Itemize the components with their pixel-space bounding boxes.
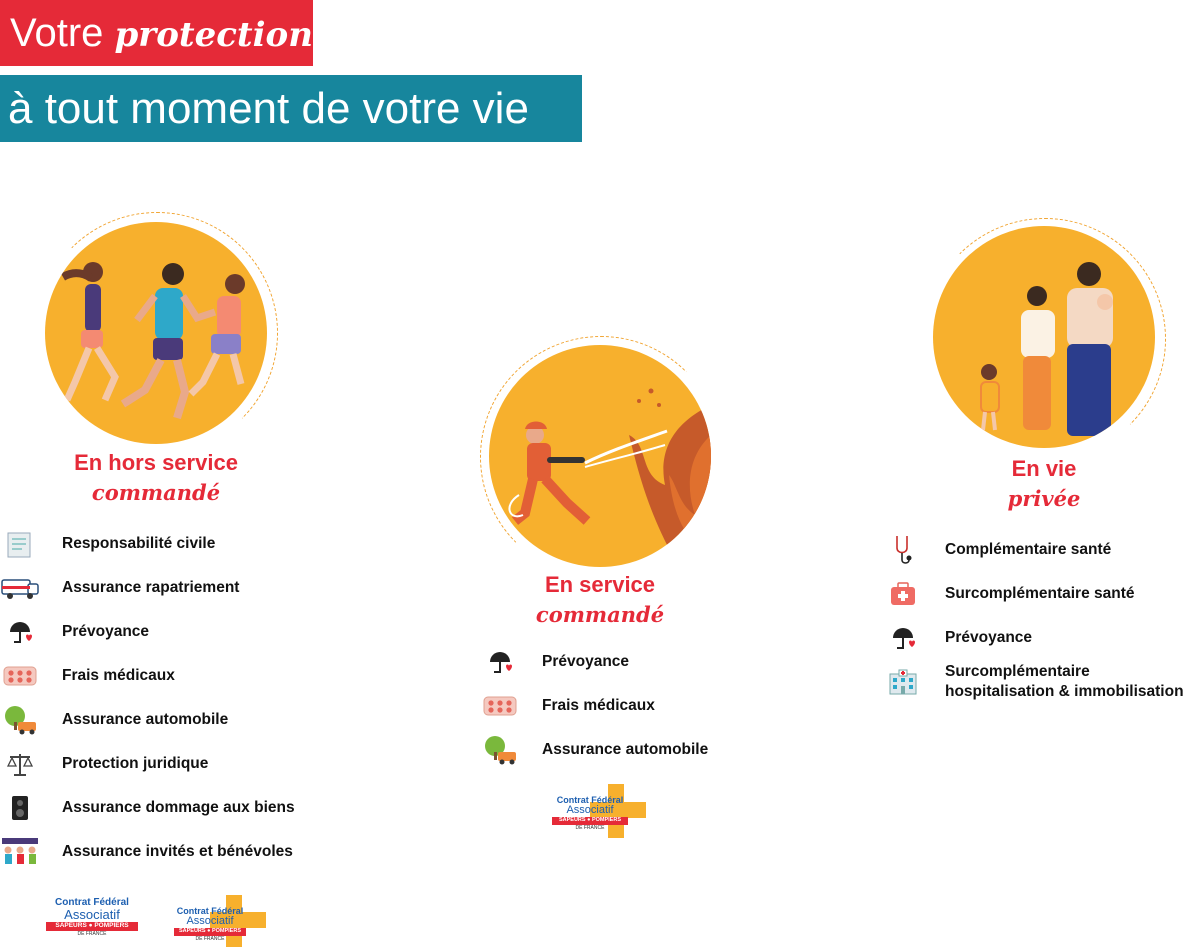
item-label: [945, 662, 1184, 702]
logo-line1: Contrat Fédéral: [556, 795, 624, 805]
list-item: [883, 660, 1184, 704]
first-aid-kit-icon: [883, 578, 923, 610]
item-label: Assurance rapatriement: [62, 579, 240, 596]
section-title-vie-privee: En vie: [1011, 456, 1077, 481]
logo-line4: DE FRANCE: [575, 824, 605, 831]
title-part1: Votre: [10, 11, 115, 55]
item-label-line2: hospitalisation & immobilisation: [945, 683, 1184, 700]
car-tree-icon: [0, 704, 40, 736]
list-item: [0, 830, 295, 874]
logo-contrat-federal: [46, 898, 138, 937]
umbrella-heart-icon: [480, 646, 520, 678]
section-title-en-service: En service: [544, 572, 656, 597]
logo-line1: Contrat Fédéral: [176, 906, 244, 916]
crowd-icon: [0, 836, 40, 868]
ambulance-icon: [0, 572, 40, 604]
item-label: Assurance dommage aux biens: [62, 799, 295, 816]
umbrella-heart-icon: [0, 616, 40, 648]
item-label: Frais médicaux: [62, 667, 175, 684]
list-item: [0, 742, 295, 786]
section-subtitle-hors-service: commandé: [91, 480, 221, 505]
pills-icon: [0, 660, 40, 692]
list-item: [883, 528, 1184, 572]
list-item: [0, 610, 295, 654]
title-emphasis: protection: [114, 15, 313, 55]
section-subtitle-vie-privee: privée: [1007, 486, 1081, 511]
logo-line2: Associatif: [566, 804, 614, 816]
list-item: [883, 572, 1184, 616]
logo-line3: SAPEURS ● POMPIERS: [552, 817, 628, 825]
logo-line4: DE FRANCE: [77, 930, 107, 937]
stethoscope-icon: [883, 534, 923, 566]
hors-service-list: [0, 522, 295, 874]
list-item: [0, 654, 295, 698]
umbrella-heart-icon: [883, 622, 923, 654]
item-label-line1: Surcomplémentaire: [945, 663, 1090, 680]
vie-privee-list: [883, 528, 1184, 704]
title-banner: [0, 0, 313, 66]
logo-line4: DE FRANCE: [195, 935, 225, 942]
runners-illustration: [45, 222, 267, 444]
document-icon: [0, 528, 40, 560]
item-label: Responsabilité civile: [62, 535, 216, 552]
scales-icon: [0, 748, 40, 780]
pills-icon: [480, 690, 520, 722]
item-label: Prévoyance: [542, 653, 630, 670]
section-title-hors-service: En hors service: [74, 450, 238, 475]
logo-contrat-federal-plus: [552, 782, 648, 840]
car-tree-icon: [480, 734, 520, 766]
logo-line2: Associatif: [64, 907, 120, 922]
family-illustration: [933, 226, 1155, 448]
logo-line2: Associatif: [186, 915, 234, 927]
logo-contrat-federal-plus: [174, 893, 268, 949]
item-label: Assurance invités et bénévoles: [62, 843, 293, 860]
list-item: [480, 684, 708, 728]
hospital-icon: [883, 666, 923, 698]
logo-line3: SAPEURS ● POMPIERS: [46, 922, 138, 931]
en-service-list: [480, 640, 708, 772]
item-label: Prévoyance: [945, 629, 1033, 646]
item-label: Complémentaire santé: [945, 541, 1112, 558]
firefighter-illustration: [489, 345, 711, 567]
item-label: Surcomplémentaire santé: [945, 585, 1135, 602]
list-item: [0, 522, 295, 566]
logo-line3: SAPEURS ● POMPIERS: [174, 928, 246, 936]
speaker-icon: [0, 792, 40, 824]
item-label: Assurance automobile: [542, 741, 709, 758]
item-label: Assurance automobile: [62, 711, 229, 728]
logo-line1: Contrat Fédéral: [55, 897, 129, 908]
list-item: [0, 786, 295, 830]
item-label: Protection juridique: [62, 755, 209, 772]
subtitle-banner: à tout moment de votre vie: [0, 75, 582, 142]
item-label: Frais médicaux: [542, 697, 655, 714]
list-item: [883, 616, 1184, 660]
list-item: [480, 640, 708, 684]
item-label: Prévoyance: [62, 623, 150, 640]
list-item: [0, 698, 295, 742]
section-subtitle-en-service: commandé: [535, 602, 665, 627]
list-item: [480, 728, 708, 772]
list-item: [0, 566, 295, 610]
